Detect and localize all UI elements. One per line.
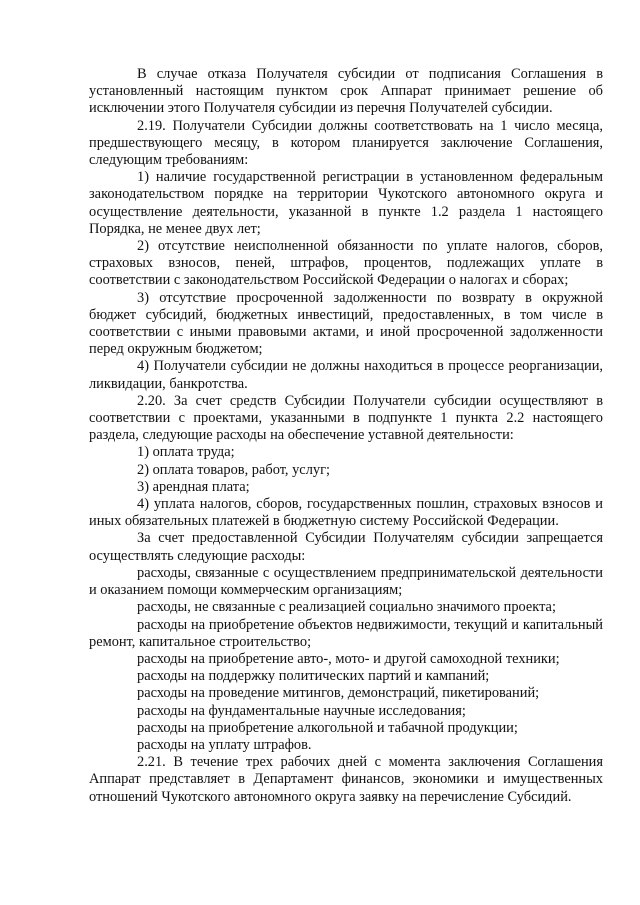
expense-item-1: 1) оплата труда;	[137, 444, 235, 461]
requirement-3: 3) отсутствие просроченной задолженности по возврату в окружной бюджет субсидий, бюджетных инвестиций, предоставленных, в том числе в соответствии с иными правовыми актами, и иной просроченной задолженности перед окружным бюджетом;	[89, 289, 603, 358]
requirement-1: 1) наличие государственной регистрации в установленном федеральным законодательством порядке на территории Чукотского автономного округа и осуществление деятельности, указанной в пункте 1.2 раздела 1 настоящего Порядка, не менее двух лет;	[89, 169, 603, 237]
paragraph-2-19: 2.19. Получатели Субсидии должны соответствовать на 1 число месяца, предшествующего месяцу, в котором планируется заключение Соглашения, следующим требованиям:	[89, 117, 603, 169]
expense-item-2: 2) оплата товаров, работ, услуг;	[137, 461, 330, 478]
requirement-4: 4) Получатели субсидии не должны находиться в процессе реорганизации, ликвидации, банкротства.	[89, 358, 603, 392]
prohibited-item: расходы на приобретение авто-, мото- и другой самоходной техники;	[137, 650, 560, 667]
prohibited-item: расходы, не связанные с реализацией социально значимого проекта;	[137, 599, 556, 616]
prohibited-item: расходы на приобретение объектов недвижимости, текущий и капитальный ремонт, капитальное строительство;	[89, 616, 603, 650]
prohibited-item: расходы на фундаментальные научные исследования;	[137, 702, 466, 719]
document-page	[89, 66, 603, 806]
paragraph-2-20: 2.20. За счет средств Субсидии Получатели субсидии осуществляют в соответствии с проектами, указанными в подпункте 1 пункта 2.2 настоящего раздела, следующие расходы на обеспечение уставной деятельности:	[89, 392, 603, 444]
prohibited-item: расходы на уплату штрафов.	[137, 736, 312, 753]
paragraph-prohibited-intro: За счет предоставленной Субсидии Получателям субсидии запрещается осуществлять следующие расходы:	[89, 530, 603, 564]
paragraph-refusal: В случае отказа Получателя субсидии от подписания Соглашения в установленный настоящим пунктом срок Аппарат принимает решение об исключении этого Получателя субсидии из перечня Получателей субсидии.	[89, 66, 603, 117]
paragraph-2-21: 2.21. В течение трех рабочих дней с момента заключения Соглашения Аппарат представляет в Департамент финансов, экономики и имущественных отношений Чукотского автономного округа заявку на перечисление Субсидий.	[89, 754, 603, 805]
prohibited-item: расходы на поддержку политических партий и кампаний;	[137, 668, 490, 685]
expense-item-4: 4) уплата налогов, сборов, государственных пошлин, страховых взносов и иных обязательных платежей в бюджетную систему Российской Федерации.	[89, 496, 603, 530]
prohibited-item: расходы на приобретение алкогольной и табачной продукции;	[137, 719, 518, 736]
prohibited-item: расходы, связанные с осуществлением предпринимательской деятельности и оказанием помощи коммерческим организациям;	[89, 564, 603, 599]
expense-item-3: 3) арендная плата;	[137, 478, 250, 495]
requirement-2: 2) отсутствие неисполненной обязанности по уплате налогов, сборов, страховых взносов, пеней, штрафов, процентов, подлежащих уплате в соответствии с законодательством Российской Федерации о налогах и сборах;	[89, 238, 603, 289]
prohibited-item: расходы на проведение митингов, демонстраций, пикетирований;	[137, 685, 540, 702]
